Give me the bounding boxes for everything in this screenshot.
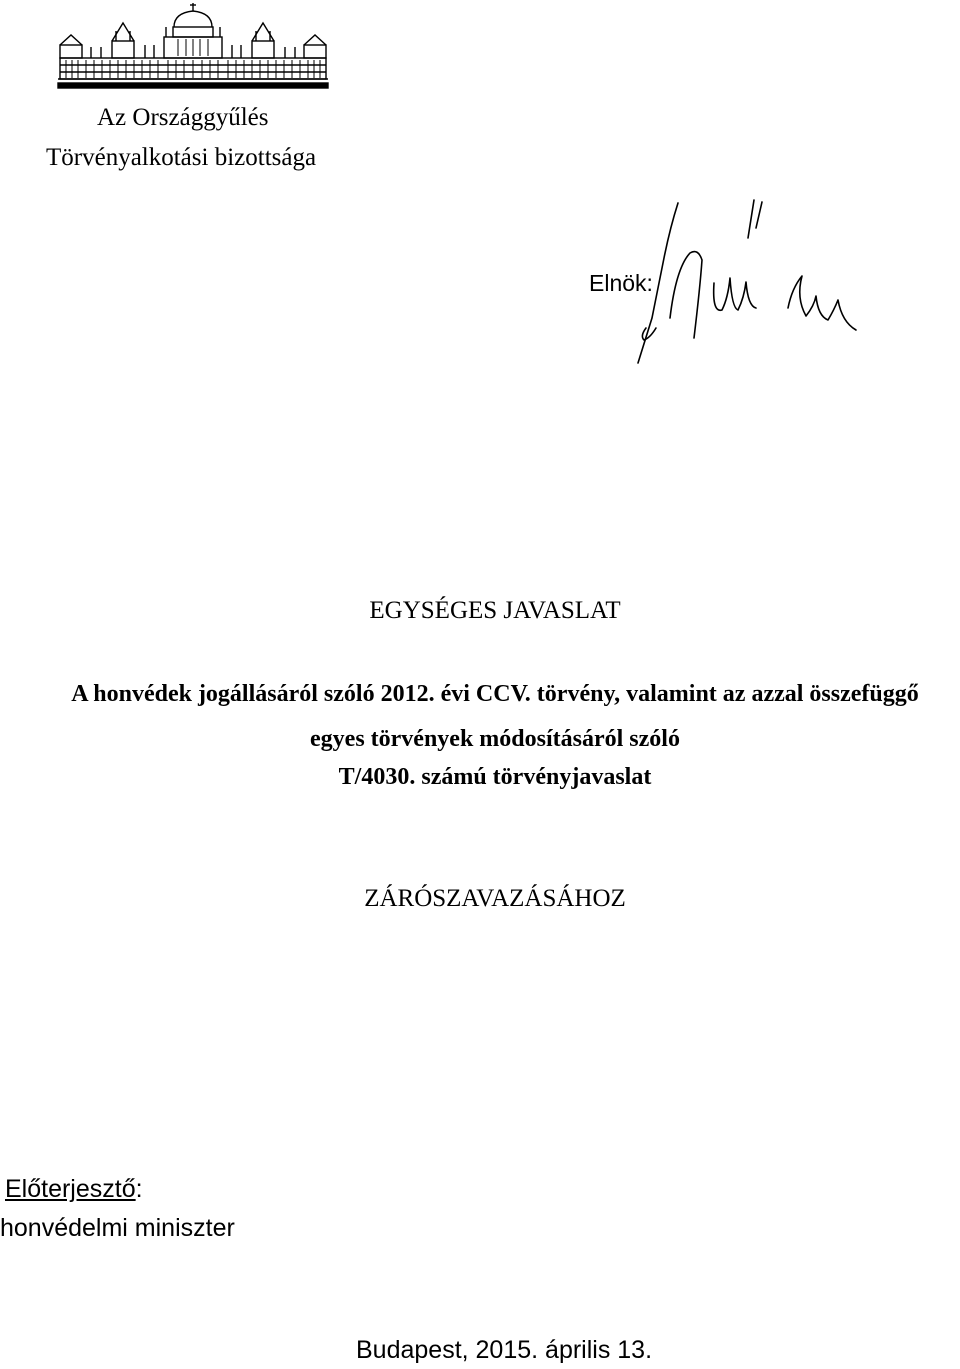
parliament-building-icon [56,3,330,90]
document-title-line-2: egyes törvények módosításáról szóló [310,726,680,752]
organization-name: Az Országgyűlés [97,104,269,131]
document-type: EGYSÉGES JAVASLAT [369,597,621,624]
handwritten-signature [628,198,858,368]
presenter-label [5,1175,143,1204]
date-line: Budapest, 2015. április 13. [356,1336,653,1364]
committee-name: Törvényalkotási bizottsága [46,144,317,171]
document-title-line-3: T/4030. számú törvényjavaslat [338,764,652,790]
presenter-label-colon: : [135,1175,143,1203]
presenter-name: honvédelmi miniszter [0,1214,235,1242]
presenter-label-text: Előterjesztő [5,1175,136,1203]
document-title-line-1: A honvédek jogállásáról szóló 2012. évi CCV. törvény, valamint az azzal összefüggő [71,681,919,707]
chair-label: Elnök: [589,270,653,296]
vote-heading: ZÁRÓSZAVAZÁSÁHOZ [364,885,626,912]
